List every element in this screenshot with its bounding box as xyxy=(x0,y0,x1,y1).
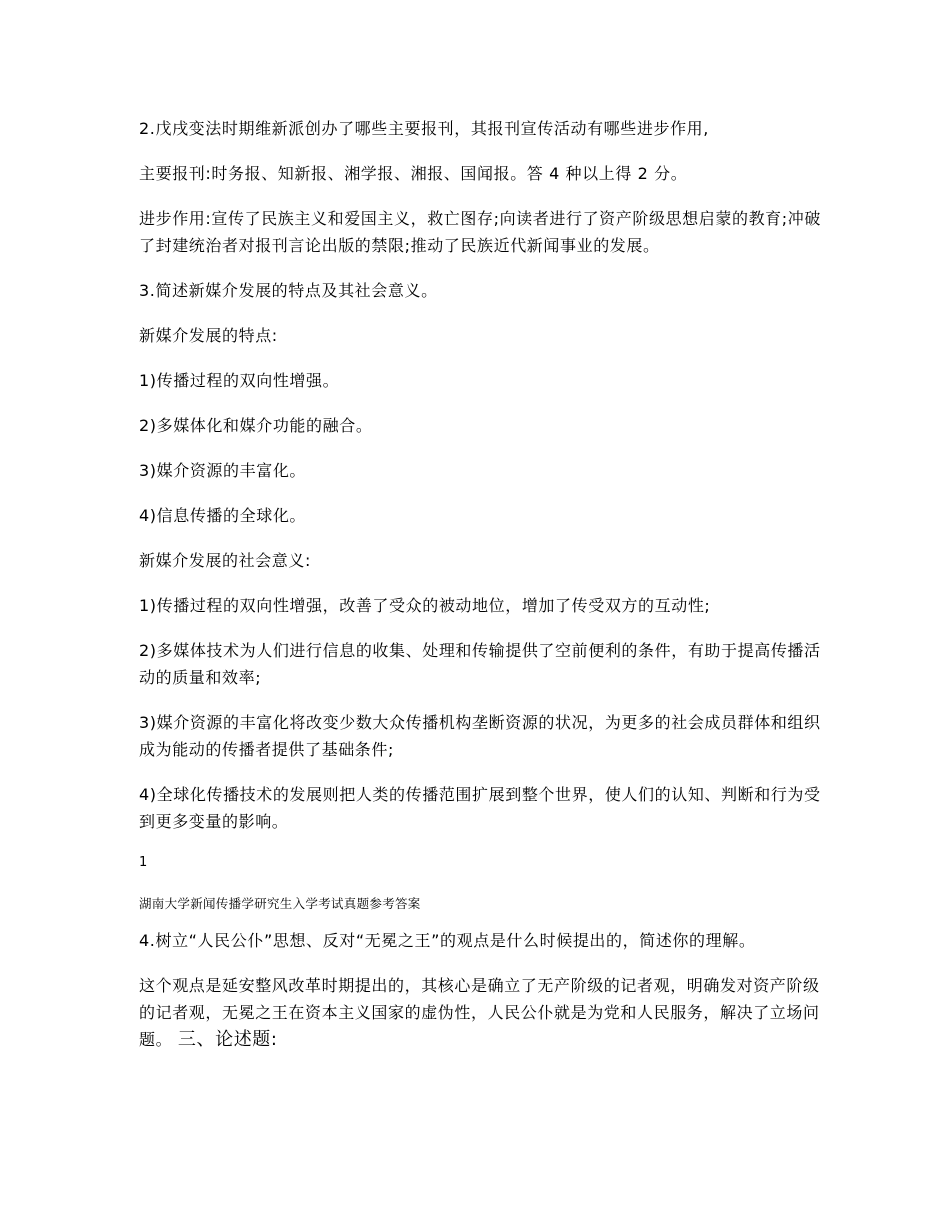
q4-title: 4.树立“人民公仆”思想、反对“无冕之王”的观点是什么时候提出的，简述你的理解。 xyxy=(139,931,756,950)
q3-meaning-item: 4)全球化传播技术的发展则把人类的传播范围扩展到整个世界，使人们的认知、判断和行为受到更多变量的影响。 xyxy=(139,785,821,831)
q3-meaning-item: 2)多媒体技术为人们进行信息的收集、处理和传输提供了空前便利的条件，有助于提高传播活动的质量和效率; xyxy=(139,641,821,687)
q4-answer-text: 这个观点是延安整风改革时期提出的，其核心是确立了无产阶级的记者观，明确发对资产阶级的记者观，无冕之王在资本主义国家的虚伪性，人民公仆就是为党和人民服务，解决了立场问题。 xyxy=(139,976,820,1049)
q3-title: 3.简述新媒介发展的特点及其社会意义。 xyxy=(139,281,438,300)
running-header: 湖南大学新闻传播学研究生入学考试真题参考答案 xyxy=(139,896,421,911)
q3-meaning-item: 3)媒介资源的丰富化将改变少数大众传播机构垄断资源的状况，为更多的社会成员群体和组织成为能动的传播者提供了基础条件; xyxy=(139,713,821,759)
q4-answer xyxy=(139,972,829,1053)
section3-heading: 三、论述题: xyxy=(177,1029,278,1050)
q3-feature-item: 3)媒介资源的丰富化。 xyxy=(139,461,307,480)
q3-meaning-heading: 新媒介发展的社会意义: xyxy=(139,551,311,570)
page-number: 1 xyxy=(139,855,148,870)
q2-effects: 进步作用:宣传了民族主义和爱国主义，救亡图存;向读者进行了资产阶级思想启蒙的教育;冲破了封建统治者对报刊言论出版的禁限;推动了民族近代新闻事业的发展。 xyxy=(139,209,821,255)
q3-meaning-item: 1)传播过程的双向性增强，改善了受众的被动地位，增加了传受双方的互动性; xyxy=(139,596,711,615)
document-page xyxy=(139,115,829,1071)
q3-feature-item: 4)信息传播的全球化。 xyxy=(139,506,307,525)
q2-title: 2.戊戌变法时期维新派创办了哪些主要报刊，其报刊宣传活动有哪些进步作用, xyxy=(139,119,709,138)
q3-feature-item: 1)传播过程的双向性增强。 xyxy=(139,371,340,390)
q3-features-heading: 新媒介发展的特点: xyxy=(139,326,278,345)
q2-papers: 主要报刊:时务报、知新报、湘学报、湘报、国闻报。答 4 种以上得 2 分。 xyxy=(139,164,688,183)
q3-feature-item: 2)多媒体化和媒介功能的融合。 xyxy=(139,416,373,435)
